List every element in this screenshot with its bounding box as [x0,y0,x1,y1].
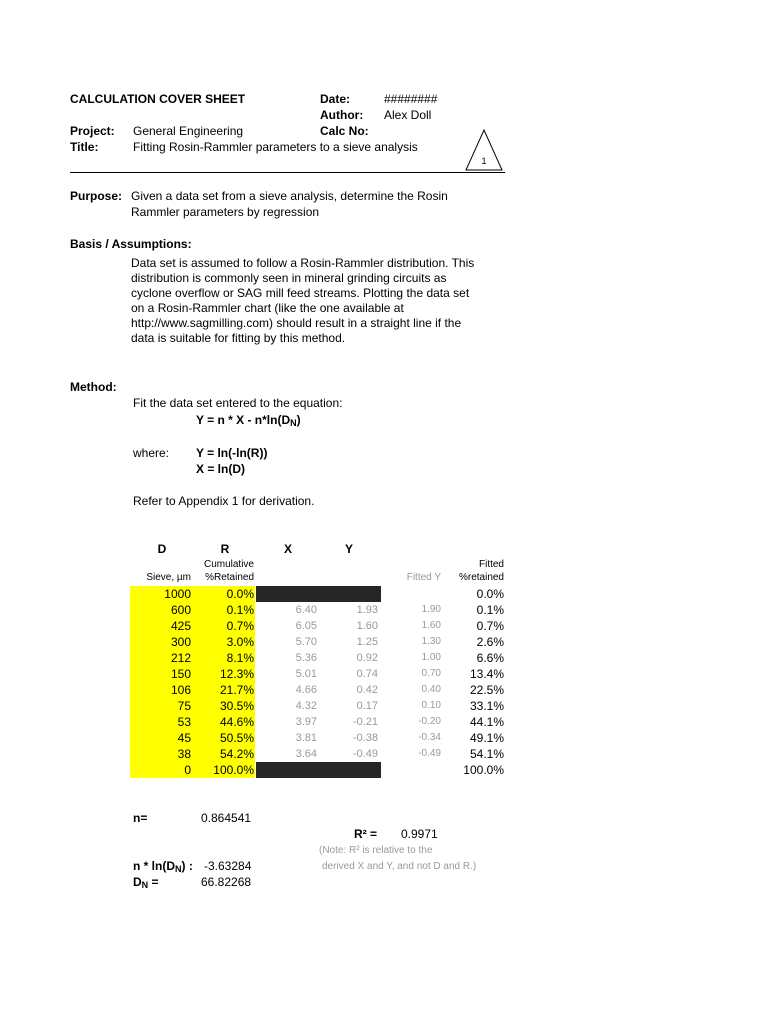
fitted-retained-cell: 33.1% [469,699,504,713]
table-row [130,634,504,650]
purpose-line-1: Given a data set from a sieve analysis, determine the Rosin [131,189,448,203]
date-label: Date: [320,92,351,106]
fitted-retained-cell: 0.7% [476,619,504,633]
sieve-cell[interactable]: 53 [177,715,191,729]
dn-label: $D_N$ = [133,875,159,890]
fitted-y-cell: 1.00 [421,652,441,663]
table-row [130,762,504,778]
fitted-header: Fitted [478,559,504,570]
y-cell: 0.92 [356,652,378,664]
col-r-header: R [220,542,230,556]
method-label: Method: [70,380,117,394]
n-ln-dn-label: n * $\ln(D_N)$ : [133,859,193,874]
x-cell: 4.32 [295,700,317,712]
fitted-retained-cell: 22.5% [469,683,504,697]
retained-cell[interactable]: 0.1% [226,603,254,617]
sieve-cell[interactable]: 75 [177,699,191,713]
fitted-y-cell [380,586,441,602]
sieve-cell[interactable]: 425 [170,619,191,633]
fitted-retained-cell: 2.6% [476,635,504,649]
table-row [130,602,504,618]
table-row [130,714,504,730]
table-row [130,730,504,746]
retained-cell[interactable]: 0.0% [226,587,254,601]
x-cell: 5.70 [295,636,317,648]
retained-cell[interactable]: 12.3% [219,667,254,681]
fitted-y-cell: -0.49 [418,748,441,759]
y-definition: Y = ln(-ln(R)) [196,446,268,460]
fitted-retained-cell: 49.1% [469,731,504,745]
table-row [130,650,504,666]
sieve-cell[interactable]: 212 [170,651,191,665]
table-row [130,746,504,762]
fitted-y-cell: 1.30 [421,636,441,647]
retained-cell[interactable]: 3.0% [226,635,254,649]
date-value[interactable]: ######## [384,92,438,106]
y-cell [317,586,378,602]
x-definition: X = ln(D) [196,462,246,476]
fitted-retained-cell: 6.6% [476,651,504,665]
r-squared-label: R² = [354,827,378,841]
sieve-cell[interactable]: 1000 [164,587,191,601]
header-divider [70,172,505,173]
retained-cell[interactable]: 54.2% [219,747,254,761]
fitted-retained-cell: 100.0% [463,763,504,777]
fitted-retained-cell: 0.1% [476,603,504,617]
x-cell: 5.36 [295,652,317,664]
fitted-y-cell: 1.60 [421,620,441,631]
data-table [130,586,504,778]
r-squared-note-line-1: (Note: R² is relative to the [319,845,433,856]
fitted-retained-cell: 13.4% [469,667,504,681]
x-cell: 3.64 [295,748,317,760]
r-squared-value: 0.9971 [401,827,438,841]
project-value[interactable]: General Engineering [133,124,244,138]
table-row [130,682,504,698]
fitted-y-header: Fitted Y [406,572,441,583]
retained-cell[interactable]: 21.7% [219,683,254,697]
author-value[interactable]: Alex Doll [384,108,432,122]
fitted-y-cell: 1.90 [421,604,441,615]
x-cell [256,762,317,778]
x-cell: 3.97 [295,716,317,728]
col-y-header: Y [344,542,353,556]
where-label: where: [133,446,170,460]
fitted-retained-header: %retained [458,572,504,583]
fitted-y-cell: 0.70 [421,668,441,679]
y-cell: 1.25 [356,636,378,648]
table-row [130,698,504,714]
x-cell: 4.66 [295,684,317,696]
y-cell: 0.74 [356,668,378,680]
y-cell: 1.60 [356,620,378,632]
fitted-retained-cell: 54.1% [469,747,504,761]
y-cell: -0.21 [352,716,378,728]
calc-no-label: Calc No: [320,124,369,138]
retained-cell[interactable]: 30.5% [219,699,254,713]
fitted-y-cell: 0.40 [421,684,441,695]
y-cell [317,762,378,778]
fitted-retained-cell: 0.0% [476,587,504,601]
retained-cell[interactable]: 50.5% [219,731,254,745]
n-value: 0.864541 [201,811,252,825]
basis-line-5: http://www.sagmilling.com) should result in a straight line if the [131,316,462,330]
main-equation: $Y = n * X - n*\ln(D_N)$ [196,413,301,428]
y-cell: -0.38 [352,732,378,744]
retained-header: %Retained [205,572,254,583]
purpose-label: Purpose: [70,189,123,203]
sieve-cell[interactable]: 45 [177,731,191,745]
purpose-line-2: Rammler parameters by regression [131,205,320,219]
x-cell: 6.05 [295,620,317,632]
title-value[interactable]: Fitting Rosin-Rammler parameters to a sieve analysis [133,140,418,154]
method-intro: Fit the data set entered to the equation: [133,396,343,410]
fitted-retained-cell: 44.1% [469,715,504,729]
project-label: Project: [70,124,115,138]
revision-number: 1 [481,156,487,166]
fitted-y-cell: -0.34 [418,732,441,743]
retained-cell[interactable]: 8.1% [226,651,254,665]
appendix-reference: Refer to Appendix 1 for derivation. [133,494,315,508]
sheet-title: CALCULATION COVER SHEET [70,92,246,106]
basis-line-2: distribution is commonly seen in mineral grinding circuits as [131,271,447,285]
sieve-cell[interactable]: 150 [170,667,191,681]
y-cell: 0.42 [356,684,378,696]
retained-cell[interactable]: 0.7% [226,619,254,633]
sieve-cell[interactable]: 300 [170,635,191,649]
fitted-y-cell: 0.10 [421,700,441,711]
basis-line-6: data is suitable for fitting by this method. [131,331,346,345]
x-cell: 5.01 [295,668,317,680]
y-cell: -0.49 [352,748,378,760]
title-label: Title: [70,140,99,154]
y-cell: 0.17 [356,700,378,712]
fitted-y-cell [380,762,441,778]
col-d-header: D [157,542,167,556]
y-cell: 1.93 [356,604,378,616]
retained-cell[interactable]: 100.0% [213,763,254,777]
cumulative-header: Cumulative [203,559,254,570]
sieve-cell[interactable]: 0 [184,763,191,777]
n-label: n= [133,811,148,825]
table-row [130,586,504,602]
sieve-header: Sieve, µm [146,572,191,583]
x-cell: 6.40 [295,604,317,616]
sieve-cell[interactable]: 600 [170,603,191,617]
col-x-header: X [283,542,292,556]
author-label: Author: [320,108,364,122]
dn-value: 66.82268 [201,875,252,889]
table-row [130,666,504,682]
basis-label: Basis / Assumptions: [70,237,192,251]
basis-line-3: cyclone overflow or SAG mill feed streams. Plotting the data set [131,286,470,300]
n-ln-dn-value: -3.63284 [204,859,252,873]
fitted-y-cell: -0.20 [418,716,441,727]
basis-line-4: on a Rosin-Rammler chart (like the one available at [131,301,404,315]
x-cell: 3.81 [295,732,317,744]
r-squared-note-line-2: derived X and Y, and not D and R.) [322,861,477,872]
basis-line-1: Data set is assumed to follow a Rosin-Rammler distribution. This [131,256,475,270]
sieve-cell[interactable]: 38 [177,747,191,761]
x-cell [256,586,317,602]
retained-cell[interactable]: 44.6% [219,715,254,729]
sieve-cell[interactable]: 106 [170,683,191,697]
table-row [130,618,504,634]
